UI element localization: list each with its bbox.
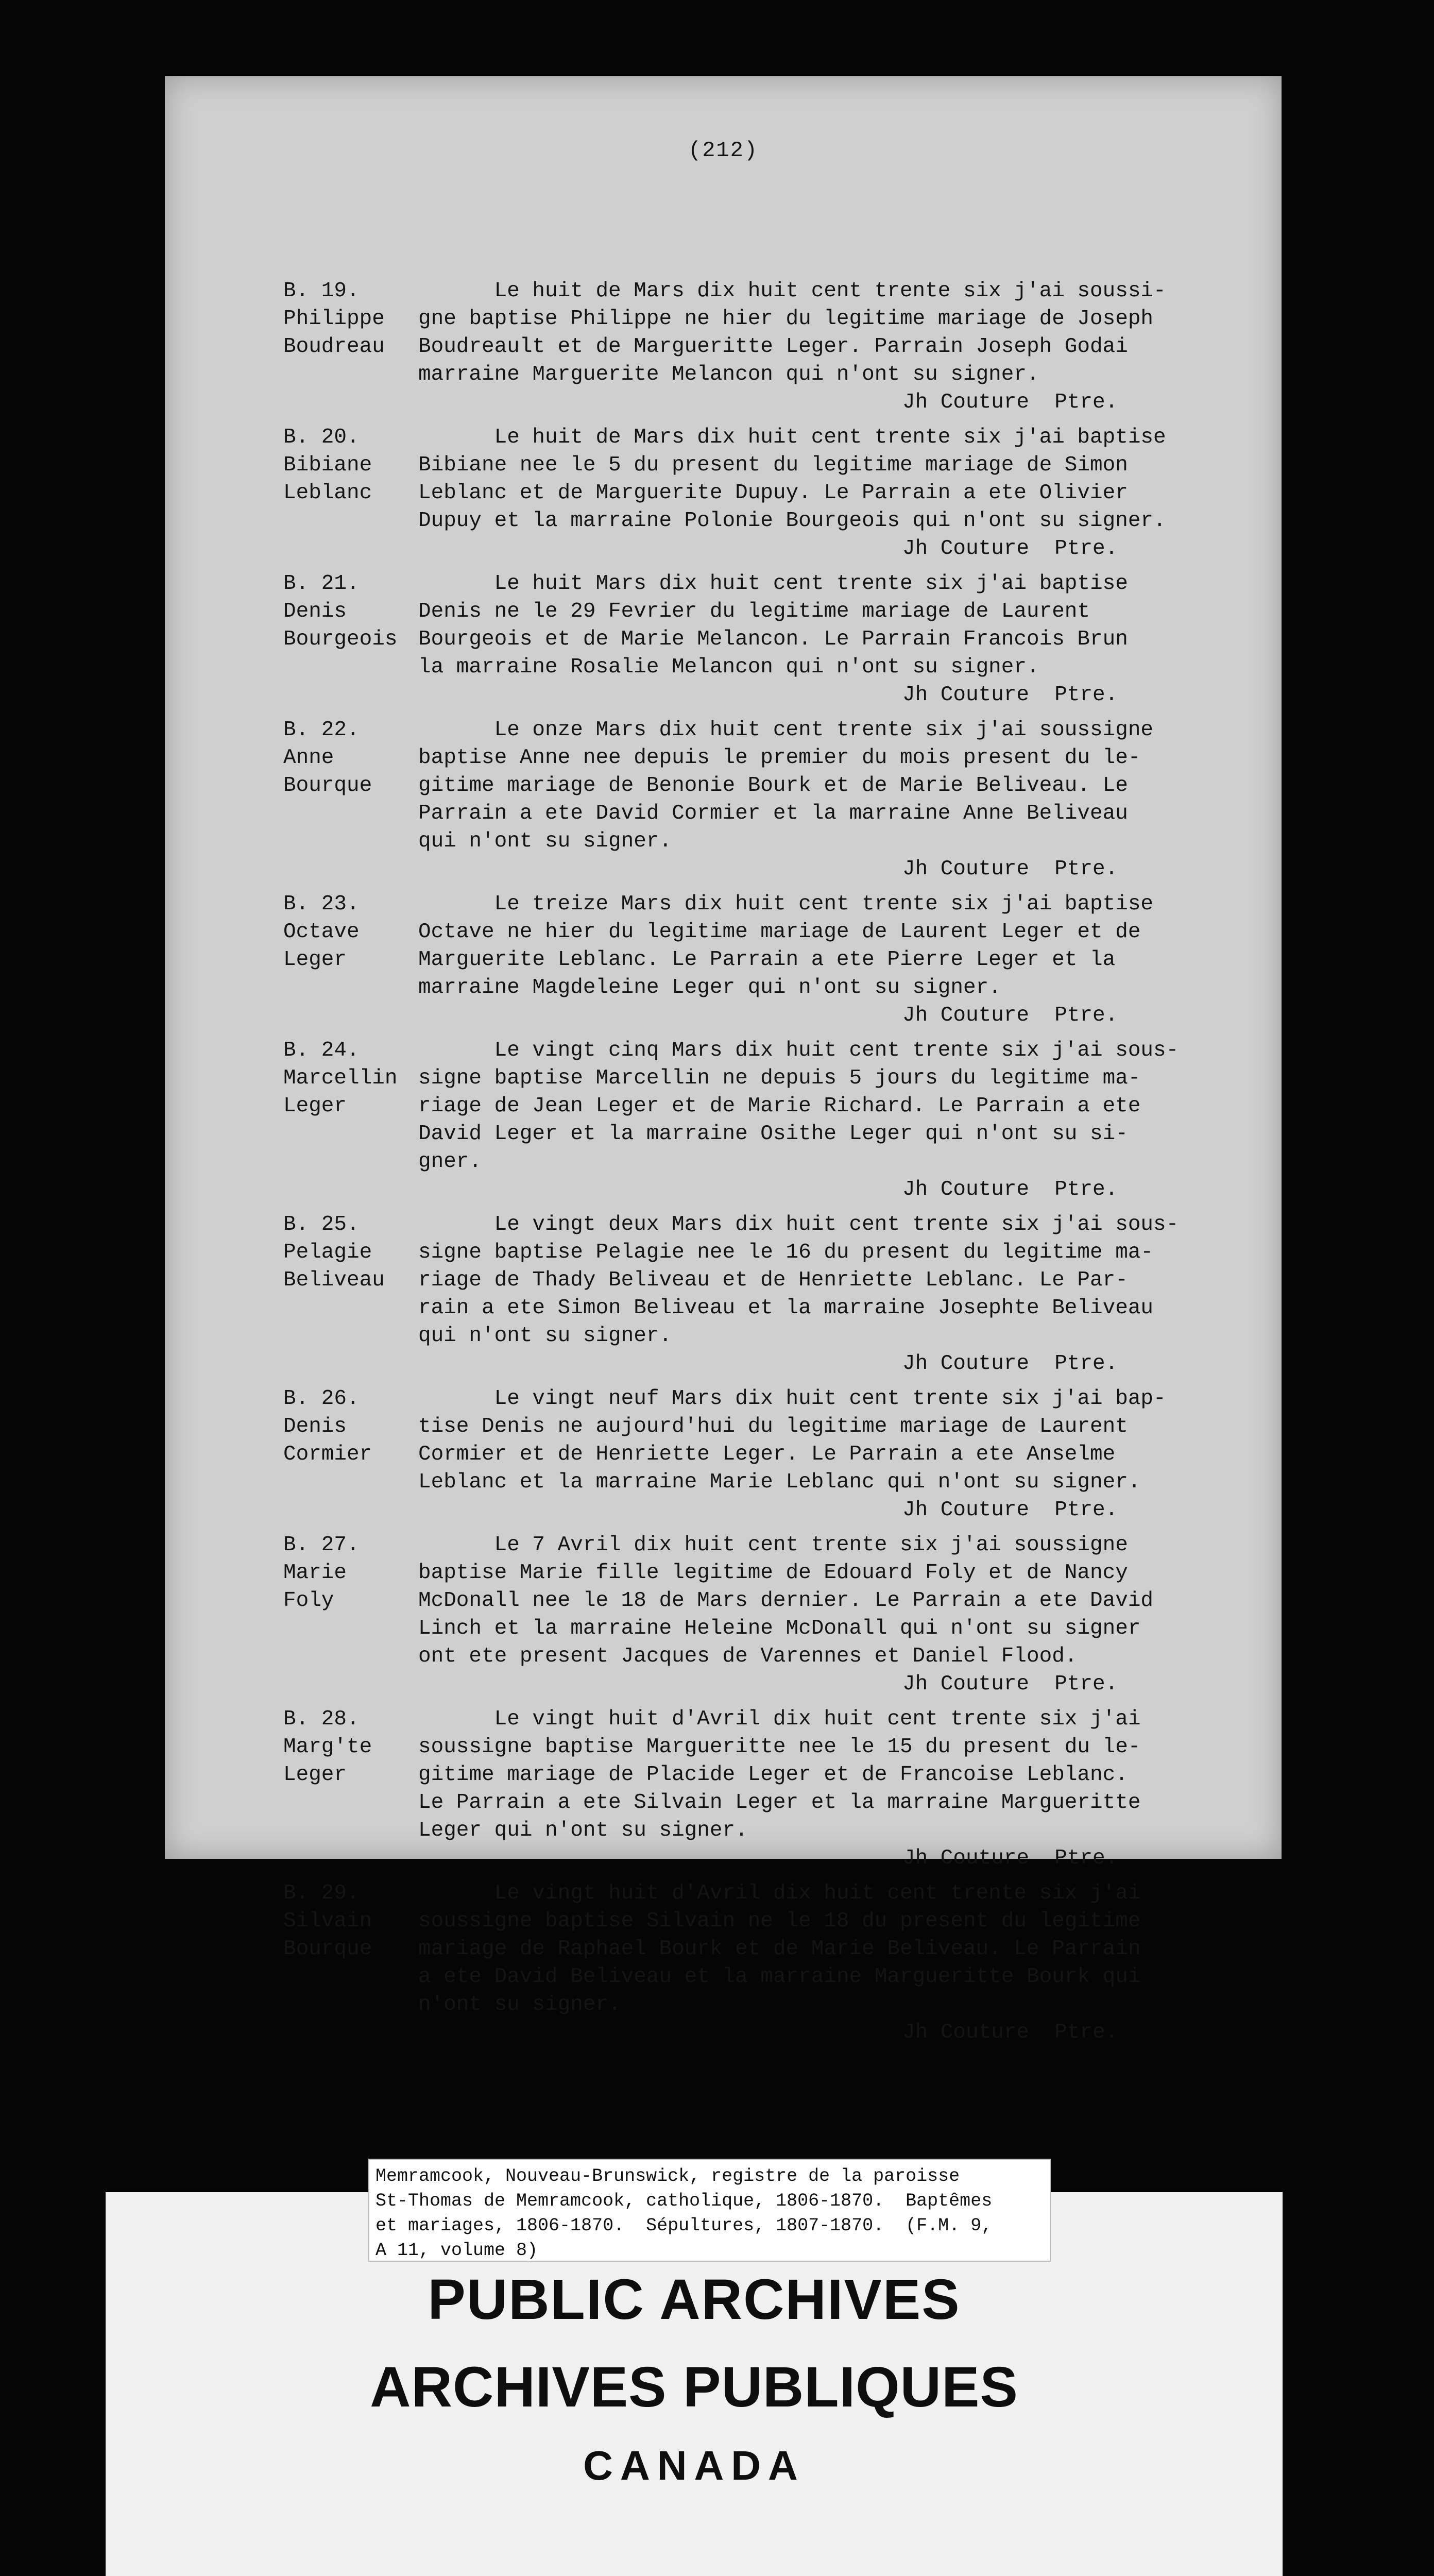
baptism-entry	[283, 570, 1252, 709]
entry-line: marraine Marguerite Melancon qui n'ont su signer.	[418, 363, 1039, 386]
entry-line: Le vingt neuf Mars dix huit cent trente six j'ai bap-	[418, 1387, 1166, 1411]
entry-margin-note	[283, 716, 417, 800]
entry-line: gitime mariage de Placide Leger et de Francoise Leblanc.	[418, 1763, 1128, 1787]
entry-number: B. 27.	[283, 1533, 360, 1557]
entry-text	[418, 1211, 1242, 1378]
entry-line: soussigne baptise Margueritte nee le 15 du present du le-	[418, 1735, 1141, 1759]
entry-line: marraine Magdeleine Leger qui n'ont su signer.	[418, 976, 1001, 999]
entry-line: Denis ne le 29 Fevrier du legitime mariage de Laurent	[418, 600, 1090, 623]
entry-text	[418, 1385, 1242, 1524]
archive-label-line: Memramcook, Nouveau-Brunswick, registre de la paroisse	[375, 2166, 960, 2187]
entry-name: Anne	[283, 746, 334, 770]
entry-line: tise Denis ne aujourd'hui du legitime mariage de Laurent	[418, 1415, 1128, 1438]
entry-text	[418, 277, 1242, 416]
entry-line: riage de Jean Leger et de Marie Richard. Le Parrain a ete	[418, 1094, 1141, 1118]
entry-margin-note	[283, 570, 417, 653]
entry-line: Boudreault et de Margueritte Leger. Parrain Joseph Godai	[418, 335, 1128, 359]
entry-name: Bourgeois	[283, 628, 398, 651]
entry-name: Foly	[283, 1589, 334, 1613]
entry-text	[418, 716, 1242, 883]
baptism-entry	[283, 1211, 1252, 1378]
entry-line: Le vingt deux Mars dix huit cent trente six j'ai sous-	[418, 1213, 1179, 1236]
entry-name: Leger	[283, 948, 347, 972]
entry-line: McDonall nee le 18 de Mars dernier. Le Parrain a ete David	[418, 1589, 1154, 1613]
priest-signature: Jh Couture Ptre.	[902, 1846, 1118, 1870]
entry-margin-note	[283, 890, 417, 974]
entry-text	[418, 423, 1242, 563]
entry-line: qui n'ont su signer.	[418, 829, 672, 853]
priest-signature: Jh Couture Ptre.	[902, 857, 1118, 881]
entry-line: gne baptise Philippe ne hier du legitime mariage de Joseph	[418, 307, 1154, 331]
baptism-entry	[283, 1879, 1252, 2046]
entry-name: Marcellin	[283, 1066, 398, 1090]
entry-number: B. 19.	[283, 279, 360, 303]
baptism-entry	[283, 1037, 1252, 1204]
baptism-entry	[283, 277, 1252, 416]
entry-line: Bourgeois et de Marie Melancon. Le Parrain Francois Brun	[418, 628, 1128, 651]
entry-line: Leger qui n'ont su signer.	[418, 1819, 748, 1842]
entry-line: ont ete present Jacques de Varennes et Daniel Flood.	[418, 1645, 1078, 1668]
entry-margin-note	[283, 1531, 417, 1615]
entry-line: n'ont su signer.	[418, 1993, 621, 2016]
entry-name: Beliveau	[283, 1268, 385, 1292]
entry-number: B. 26.	[283, 1387, 360, 1411]
entry-text	[418, 1037, 1242, 1204]
entry-line: Le huit de Mars dix huit cent trente six j'ai soussi-	[418, 279, 1166, 303]
baptism-entry	[283, 1385, 1252, 1524]
entry-name: Marie	[283, 1561, 347, 1585]
entry-line: rain a ete Simon Beliveau et la marraine Josephte Beliveau	[418, 1296, 1154, 1320]
register-page	[165, 76, 1282, 2044]
baptism-entry	[283, 423, 1252, 563]
entry-line: soussigne baptise Silvain ne le 18 du present du legitime	[418, 1909, 1141, 1933]
entry-line: Le vingt huit d'Avril dix huit cent trente six j'ai	[418, 1882, 1141, 1905]
priest-signature: Jh Couture Ptre.	[902, 391, 1118, 414]
entry-name: Philippe	[283, 307, 385, 331]
entry-line: Dupuy et la marraine Polonie Bourgeois qui n'ont su signer.	[418, 509, 1166, 533]
entry-name: Leger	[283, 1763, 347, 1787]
priest-signature: Jh Couture Ptre.	[902, 1004, 1118, 1027]
page-number: (212)	[688, 138, 759, 163]
entry-name: Bourque	[283, 774, 372, 798]
entry-line: signe baptise Pelagie nee le 16 du present du legitime ma-	[418, 1241, 1154, 1264]
entry-name: Marg'te	[283, 1735, 372, 1759]
entry-margin-note	[283, 1385, 417, 1468]
entry-line: qui n'ont su signer.	[418, 1324, 672, 1348]
entry-margin-note	[283, 1211, 417, 1294]
entry-name: Boudreau	[283, 335, 385, 359]
entry-line: Le huit de Mars dix huit cent trente six j'ai baptise	[418, 426, 1166, 449]
entry-name: Bourque	[283, 1937, 372, 1961]
entry-line: Le vingt huit d'Avril dix huit cent trente six j'ai	[418, 1707, 1141, 1731]
entry-number: B. 29.	[283, 1882, 360, 1905]
entry-name: Bibiane	[283, 453, 372, 477]
priest-signature: Jh Couture Ptre.	[902, 1498, 1118, 1522]
stamp-public-archives: PUBLIC ARCHIVES	[428, 2268, 961, 2331]
archive-label-line: et mariages, 1806-1870. Sépultures, 1807-1870. (F.M. 9,	[375, 2215, 993, 2236]
entry-line: gner.	[418, 1150, 482, 1174]
entry-text	[418, 1879, 1242, 2046]
entry-number: B. 22.	[283, 718, 360, 742]
entry-line: Cormier et de Henriette Leger. Le Parrain a ete Anselme	[418, 1443, 1116, 1466]
entry-margin-note	[283, 1879, 417, 1963]
priest-signature: Jh Couture Ptre.	[902, 1178, 1118, 1201]
priest-signature: Jh Couture Ptre.	[902, 683, 1118, 707]
entry-text	[418, 890, 1242, 1029]
entry-line: a ete David Beliveau et la marraine Margueritte Bourk qui	[418, 1965, 1141, 1989]
archive-label-line: St-Thomas de Memramcook, catholique, 1806-1870. Baptêmes	[375, 2191, 993, 2211]
entry-line: Le huit Mars dix huit cent trente six j'ai baptise	[418, 572, 1128, 596]
entry-name: Leger	[283, 1094, 347, 1118]
baptism-entry	[283, 890, 1252, 1029]
entry-line: Le Parrain a ete Silvain Leger et la marraine Margueritte	[418, 1791, 1141, 1815]
entry-number: B. 20.	[283, 426, 360, 449]
entry-number: B. 23.	[283, 892, 360, 916]
baptism-entry	[283, 716, 1252, 883]
entry-line: gitime mariage de Benonie Bourk et de Marie Beliveau. Le	[418, 774, 1128, 798]
entry-name: Silvain	[283, 1909, 372, 1933]
entry-text	[418, 1705, 1242, 1872]
priest-signature: Jh Couture Ptre.	[902, 2021, 1118, 2044]
entry-line: Parrain a ete David Cormier et la marraine Anne Beliveau	[418, 802, 1128, 825]
stamp-archives-publiques: ARCHIVES PUBLIQUES	[370, 2355, 1018, 2419]
baptism-entry	[283, 1705, 1252, 1872]
entry-line: Le vingt cinq Mars dix huit cent trente six j'ai sous-	[418, 1039, 1179, 1062]
entry-name: Pelagie	[283, 1241, 372, 1264]
entry-line: Marguerite Leblanc. Le Parrain a ete Pierre Leger et la	[418, 948, 1116, 972]
archive-label-line: A 11, volume 8)	[375, 2240, 538, 2261]
priest-signature: Jh Couture Ptre.	[902, 537, 1118, 561]
entry-margin-note	[283, 277, 417, 361]
archive-label	[368, 2159, 1051, 2262]
entry-line: Octave ne hier du legitime mariage de Laurent Leger et de	[418, 920, 1141, 944]
entry-line: riage de Thady Beliveau et de Henriette Leblanc. Le Par-	[418, 1268, 1128, 1292]
entry-margin-note	[283, 423, 417, 507]
priest-signature: Jh Couture Ptre.	[902, 1672, 1118, 1696]
entry-line: David Leger et la marraine Osithe Leger qui n'ont su si-	[418, 1122, 1128, 1146]
entry-name: Denis	[283, 600, 347, 623]
stamp-canada: CANADA	[583, 2443, 805, 2488]
entry-number: B. 24.	[283, 1039, 360, 1062]
entry-number: B. 21.	[283, 572, 360, 596]
entry-line: baptise Marie fille legitime de Edouard Foly et de Nancy	[418, 1561, 1128, 1585]
entry-line: Bibiane nee le 5 du present du legitime mariage de Simon	[418, 453, 1128, 477]
entry-line: Linch et la marraine Heleine McDonall qui n'ont su signer	[418, 1617, 1141, 1640]
entry-margin-note	[283, 1037, 417, 1120]
baptism-entries	[283, 277, 1252, 2054]
entry-number: B. 25.	[283, 1213, 360, 1236]
entry-line: la marraine Rosalie Melancon qui n'ont su signer.	[418, 655, 1039, 679]
entry-line: Leblanc et de Marguerite Dupuy. Le Parrain a ete Olivier	[418, 481, 1128, 505]
entry-line: Le treize Mars dix huit cent trente six j'ai baptise	[418, 892, 1154, 916]
entry-name: Cormier	[283, 1443, 372, 1466]
entry-name: Leblanc	[283, 481, 372, 505]
entry-line: Leblanc et la marraine Marie Leblanc qui n'ont su signer.	[418, 1470, 1141, 1494]
entry-line: baptise Anne nee depuis le premier du mois present du le-	[418, 746, 1141, 770]
entry-line: mariage de Raphael Bourk et de Marie Beliveau. Le Parrain	[418, 1937, 1141, 1961]
baptism-entry	[283, 1531, 1252, 1698]
entry-number: B. 28.	[283, 1707, 360, 1731]
entry-line: signe baptise Marcellin ne depuis 5 jours du legitime ma-	[418, 1066, 1141, 1090]
entry-text	[418, 570, 1242, 709]
entry-name: Octave	[283, 920, 360, 944]
entry-line: Le onze Mars dix huit cent trente six j'ai soussigne	[418, 718, 1154, 742]
entry-text	[418, 1531, 1242, 1698]
entry-line: Le 7 Avril dix huit cent trente six j'ai soussigne	[418, 1533, 1128, 1557]
priest-signature: Jh Couture Ptre.	[902, 1352, 1118, 1376]
entry-margin-note	[283, 1705, 417, 1789]
entry-name: Denis	[283, 1415, 347, 1438]
